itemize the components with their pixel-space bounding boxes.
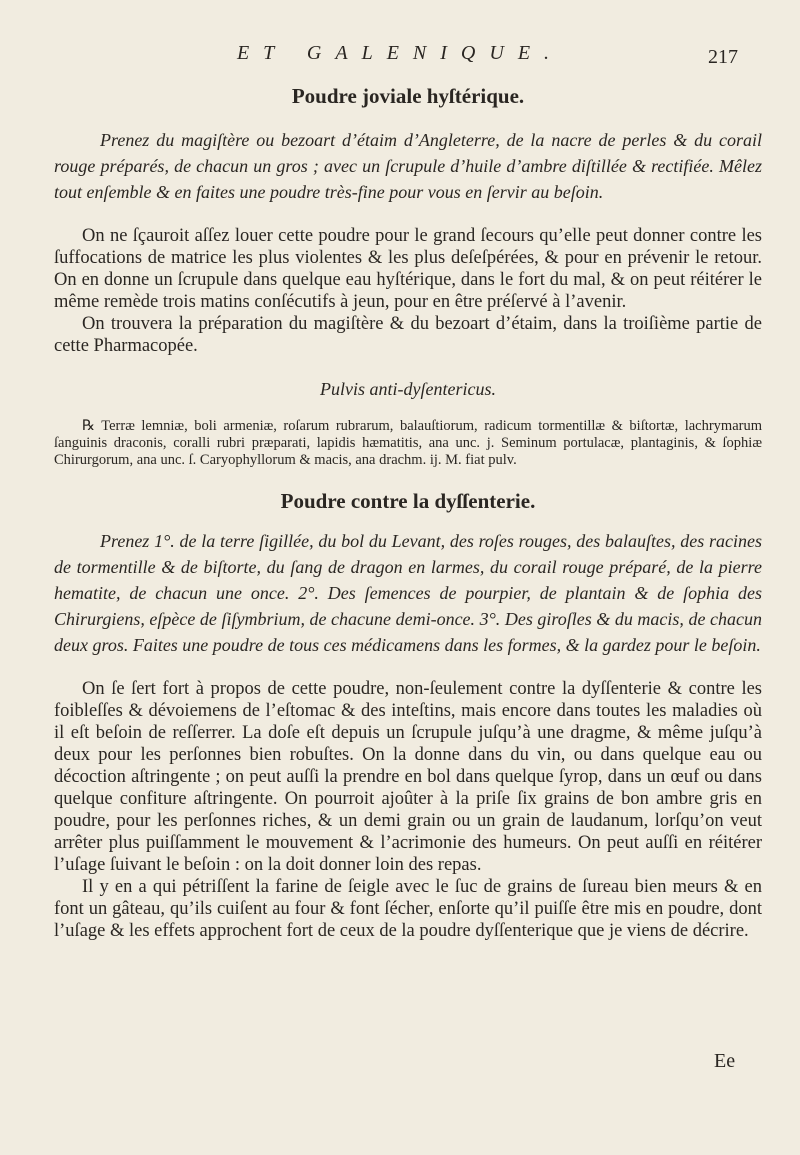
- recipe-poudre-joviale: Prenez du magiſtère ou bezoart d’étaim d’Angleterre, de la nacre de perles & du corail rouge préparés, de chacun un gros ; avec un ſcrupule d’huile d’ambre diſtillée & rectifiée. Mêlez tout enſemble & en faites une poudre très-fine pour vous en ſervir au beſoin.: [54, 130, 762, 202]
- commentary-poudre-dyssenterie-1: On ſe ſert fort à propos de cette poudre, non-ſeulement contre la dyſſenterie & contre les foibleſſes & dévoiemens de l’eſtomac & des inteſtins, mais encore dans toutes les maladies où il eſt beſoin de reſſerrer. La doſe eſt depuis un ſcrupule juſqu’à une dragme, & même juſqu’à deux pour les perſonnes bien robuſtes. On la donne dans du vin, ou dans quelque eau ou décoction aſtringente ; on peut auſſi la prendre en bol dans quelque ſyrop, dans un œuf ou dans quelque confiture aſtringente. On pourroit ajoûter à la priſe ſix grains de bon ambre gris en poudre, pour les perſonnes riches, & un demi grain ou un grain de laudanum, lorſqu’on veut arrêter plus puiſſamment le mouvement & l’acrimonie des humeurs. On peut auſſi en réitérer l’uſage ſuivant le beſoin : on la doit donner loin des repas.: [54, 679, 762, 875]
- latin-formula-pulvis: ℞ Terræ lemniæ, boli armeniæ, roſarum rubrarum, balauſtiorum, radicum tormentillæ & biſtortæ, lachrymarum ſanguinis draconis, coralli rubri præparati, lapidis hæmatitis, ana unc. j. Seminum portulacæ, plantaginis, & ſophiæ Chirurgorum, ana unc. ſ. Caryophyllorum & macis, ana drachm. ij. M. fiat pulv.: [54, 418, 762, 468]
- running-head: ET GALENIQUE.: [236, 42, 564, 64]
- commentary-poudre-joviale-2: On trouvera la préparation du magiſtère & du bezoart d’étaim, dans la troiſième partie de cette Pharmacopée.: [54, 314, 762, 356]
- commentary-poudre-dyssenterie-2: Il y en a qui pétriſſent la farine de ſeigle avec le ſuc de grains de ſureau bien meurs & en font un gâteau, qu’ils cuiſent au four & font ſécher, enſorte qu’il puiſſe être mis en poudre, dont l’uſage & les effets approchent fort de ceux de la poudre dyſſenterique que je viens de décrire.: [54, 877, 762, 941]
- commentary-poudre-joviale-1: On ne ſçauroit aſſez louer cette poudre pour le grand ſecours qu’elle peut donner contre les ſuffocations de matrice les plus violentes & les plus deſeſpérées, & pour en prévenir le retour. On en donne un ſcrupule dans quelque eau hyſtérique, dans le fort du mal, & on peut réitérer le même remède trois matins conſécutifs à jeun, pour en être préſervé à l’avenir.: [54, 226, 762, 312]
- heading-poudre-dyssenterie: Poudre contre la dyſſenterie.: [280, 489, 536, 513]
- catchword: Ee: [714, 1050, 736, 1072]
- heading-poudre-joviale: Poudre joviale hyſtérique.: [291, 84, 525, 108]
- section-hysterique: [54, 84, 762, 942]
- page-number: 217: [708, 46, 738, 68]
- latin-title-pulvis: Pulvis anti-dyſentericus.: [320, 379, 496, 399]
- recipe-poudre-dyssenterie: Prenez 1°. de la terre ſigillée, du bol du Levant, des roſes rouges, des balauſtes, des racines de tormentille & de biſtorte, du ſang de dragon en larmes, du corail rouge préparé, de la pierre hematite, de chacun une once. 2°. Des ſemences de pourpier, de plantain & de ſophia des Chirurgiens, eſpèce de ſiſymbrium, de chacune demi-once. 3°. Des giroſles & du macis, de chacun deux gros. Faites une poudre de tous ces médicamens dans les formes, & la gardez pour le beſoin.: [54, 531, 762, 655]
